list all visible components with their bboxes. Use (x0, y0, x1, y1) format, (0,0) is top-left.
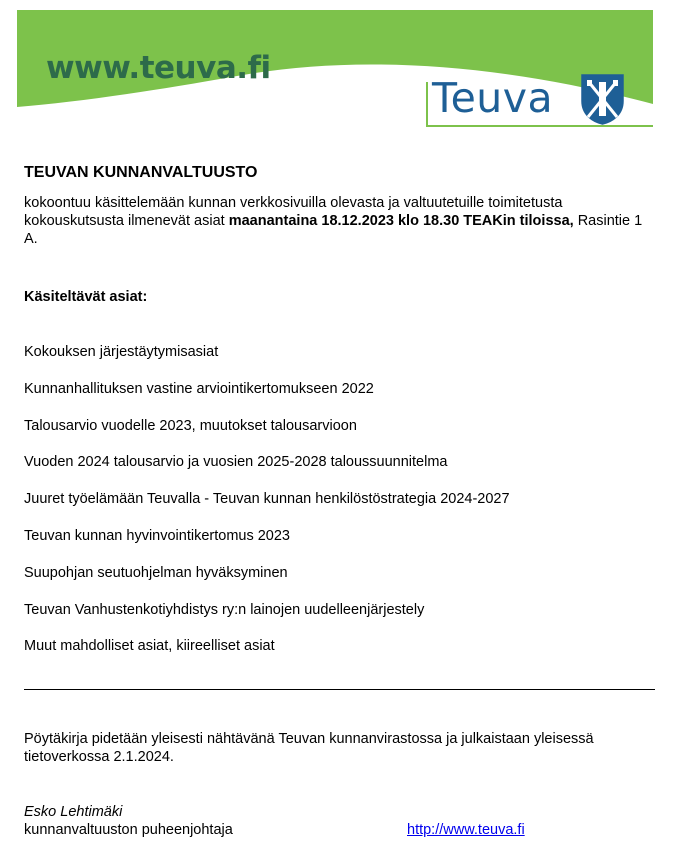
intro-text: kokoontuu käsittelemään kunnan verkkosivuilla olevasta ja valtuutetuille toimitetusta kokouskutsusta ilmenevät asiat (24, 195, 563, 229)
agenda-list (24, 343, 510, 674)
signer-name: Esko Lehtimäki (24, 804, 123, 820)
agenda-item: Vuoden 2024 talousarvio ja vuosien 2025-2028 taloussuunnitelma (24, 454, 448, 471)
horizontal-divider (24, 689, 655, 690)
intro-datetime-location: maanantaina 18.12.2023 klo 18.30 TEAKin tiloissa, (228, 213, 574, 229)
agenda-item: Teuvan kunnan hyvinvointikertomus 2023 (24, 527, 290, 544)
agenda-item: Suupohjan seutuohjelman hyväksyminen (24, 564, 288, 581)
website-link[interactable]: http://www.teuva.fi (407, 822, 525, 838)
document-title: TEUVAN KUNNANVALTUUSTO (24, 164, 258, 181)
agenda-item: Teuvan Vanhustenkotiyhdistys ry:n lainojen uudelleenjärjestely (24, 601, 425, 618)
teuva-logo-text: Teuva (432, 74, 554, 122)
intro-address: Rasintie 1 A. (24, 213, 643, 247)
web-url-logo: www.teuva.fi (46, 50, 271, 86)
agenda-item: Kokouksen järjestäytymisasiat (24, 344, 219, 360)
minutes-notice: Pöytäkirja pidetään yleisesti nähtävänä Teuvan kunnanvirastossa ja julkaistaan yleisessä tietoverkossa 2.1.2024. (24, 731, 594, 765)
agenda-item: Muut mahdolliset asiat, kiireelliset asiat (24, 638, 275, 655)
agenda-item: Kunnanhallituksen vastine arviointikertomukseen 2022 (24, 380, 374, 397)
agenda-heading: Käsiteltävät asiat: (24, 289, 148, 305)
coat-of-arms-icon (580, 73, 625, 125)
agenda-item: Talousarvio vuodelle 2023, muutokset talousarvioon (24, 417, 357, 434)
agenda-item: Juuret työelämään Teuvalla - Teuvan kunnan henkilöstöstrategia 2024-2027 (24, 491, 510, 508)
meeting-intro (24, 194, 654, 248)
signer-role: kunnanvaltuuston puheenjohtaja (24, 822, 233, 838)
